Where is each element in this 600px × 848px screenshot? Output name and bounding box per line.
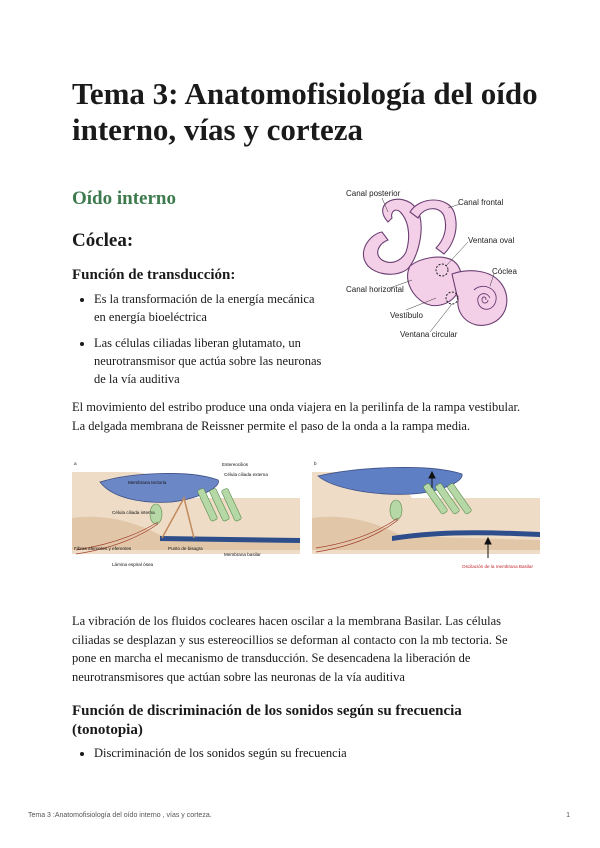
organ-of-corti-diagram-a: [72, 458, 300, 586]
label-ventana-circular: Ventana circular: [400, 330, 458, 339]
label-canal-frontal: Canal frontal: [458, 198, 504, 207]
frequency-list: [72, 744, 534, 770]
footer-text: Tema 3 :Anatomofisiología del oído interno , vías y corteza.: [28, 812, 212, 819]
label-canal-horizontal: Canal horizontal: [346, 285, 404, 294]
list-item: • Es la transformación de la energía mecánica en energía bioeléctrica: [94, 290, 324, 326]
inner-ear-diagram: [340, 182, 540, 342]
page-title: Tema 3: Anatomofisiología del oído interno, vías y corteza: [72, 76, 538, 147]
label-vestibulo: Vestíbulo: [390, 311, 423, 320]
organ-of-corti-diagram-b: [312, 458, 540, 586]
label-fibras: Fibras aferentes y eferentes: [74, 546, 132, 551]
label-lamina: Lámina espiral ósea: [112, 562, 154, 567]
label-coclea: Cóclea: [492, 267, 517, 276]
transduction-list: [72, 290, 324, 396]
page-number: 1: [566, 812, 570, 819]
label-celula-externa: Célula ciliada externa: [224, 472, 268, 477]
label-estereocilios: Estereocilios: [222, 462, 249, 467]
label-membrana-tectoria: Membrana tectoria: [128, 480, 167, 485]
list-item: • Discriminación de los sonidos según su frecuencia: [94, 744, 534, 762]
paragraph-vibration: La vibración de los fluidos cocleares hacen oscilar a la membrana Basilar. Las células ciliadas se desplazan y sus estereocillios se deforman al contacto con la mb tectoria. Se pone en marcha el mecanismo de transducción. Se desencadena la liberación de neurotransmisores que actúan sobre las neuronas de la vía auditiva: [72, 614, 508, 684]
list-item: • Las células ciliadas liberan glutamato, un neurotransmisor que actúa sobre las neuronas de la vía auditiva: [94, 334, 324, 388]
label-punto-bisagra: Punto de bisagra: [168, 546, 203, 551]
label-membrana-basilar: Membrana basilar: [224, 552, 261, 557]
panel-label: a: [74, 461, 77, 466]
section-heading: Oído interno: [72, 188, 176, 209]
label-oscilacion: Oscilación de la membrana Basilar: [462, 564, 533, 569]
panel-label: b: [314, 461, 317, 466]
paragraph-wave: El movimiento del estribo produce una onda viajera en la perilinfa de la rampa vestibular. La delgada membrana de Reissner permite el paso de la onda a la rampa media.: [72, 400, 521, 433]
subsection-heading: Cóclea:: [72, 230, 134, 251]
label-celula-interna: Célula ciliada interna: [112, 510, 155, 515]
frequency-heading: Función de discriminación de los sonidos según su frecuencia (tonotopia): [72, 703, 462, 738]
label-ventana-oval: Ventana oval: [468, 236, 515, 245]
transduction-heading: Función de transducción:: [72, 267, 236, 283]
label-canal-posterior: Canal posterior: [346, 189, 401, 198]
